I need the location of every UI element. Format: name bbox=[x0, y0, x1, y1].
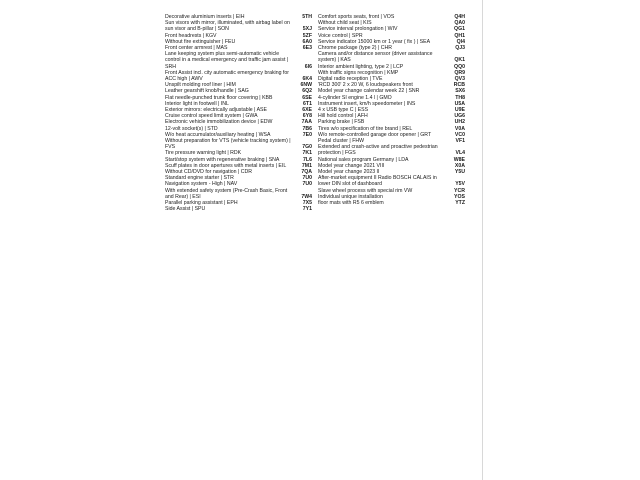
option-description: Interior light in footwell | INL bbox=[165, 100, 229, 107]
option-code: W8E bbox=[453, 156, 465, 163]
option-code: 7M1 bbox=[301, 162, 312, 169]
option-row bbox=[318, 51, 465, 63]
option-description: Start/stop system with regenerative braking | SNA bbox=[165, 156, 280, 163]
option-code: 7X5 bbox=[302, 200, 312, 207]
option-description: Cruise control speed limit system | GWA bbox=[165, 113, 258, 120]
option-description: Unspilt molding roof liner | HIM bbox=[165, 82, 236, 89]
option-code: TH8 bbox=[455, 94, 465, 101]
option-row bbox=[165, 206, 312, 212]
option-description: Parking brake | FSB bbox=[318, 119, 365, 126]
option-description: Decorative aluminium inserts | EIH bbox=[165, 14, 245, 20]
option-description: Extended and crash-active and proactive pedestrian protection | FGS bbox=[318, 144, 438, 157]
option-code: 7U0 bbox=[302, 181, 312, 188]
option-description: Sun visors with mirror, illuminated, with airbag label on sun visor and B-pillar | SON bbox=[165, 20, 290, 33]
option-code: Y5U bbox=[454, 169, 465, 176]
option-description: Leather gearshift knob/handle | SAG bbox=[165, 88, 249, 95]
option-description: 'RCD 300' 2 x 20 W, 6 loudspeakers front bbox=[318, 82, 413, 89]
option-description: Comfort sports seats, front | VOS bbox=[318, 14, 395, 20]
option-code: QA0 bbox=[454, 20, 465, 27]
option-code: 5ZF bbox=[302, 32, 312, 39]
option-description: Model year change 2021 VIII bbox=[318, 162, 385, 169]
option-description: Chrome package (type 2) | CHR bbox=[318, 45, 393, 52]
option-code: YTZ bbox=[455, 200, 465, 207]
option-description: With extended safety system (Pre-Crash Basic, Front and Rear) | ESI bbox=[165, 187, 288, 200]
option-description: Exterior mirrors: electrically adjustable | ASE bbox=[165, 107, 267, 114]
option-code: 7L6 bbox=[303, 156, 312, 163]
option-description: Service interval prolongation | WIV bbox=[318, 26, 398, 33]
option-description: Navigation system - High | NAV bbox=[165, 181, 238, 188]
option-description: Voice control | SPR bbox=[318, 32, 363, 39]
option-code: QI4 bbox=[456, 38, 465, 45]
option-code: 7Y1 bbox=[302, 206, 312, 213]
option-description: W/o remote-controlled garage door opener | GRT bbox=[318, 131, 432, 138]
option-code: 5XJ bbox=[302, 26, 312, 33]
option-description: Without fire extinguisher | FEU bbox=[165, 38, 236, 45]
option-row bbox=[165, 70, 312, 82]
option-code: 6E3 bbox=[302, 45, 312, 52]
option-row bbox=[318, 175, 465, 187]
option-code: 7G0 bbox=[302, 144, 312, 151]
option-code: 6A0 bbox=[302, 38, 312, 45]
option-description: Individual unique installation bbox=[318, 193, 383, 200]
option-code: Y5V bbox=[455, 181, 465, 188]
option-code: QQ0 bbox=[454, 63, 465, 70]
option-description: Model year change calendar week 22 | SNR bbox=[318, 88, 420, 95]
option-code: 7B6 bbox=[302, 125, 312, 132]
option-code: 7E0 bbox=[302, 131, 312, 138]
option-description: Digital radio reception | TVE bbox=[318, 76, 383, 83]
option-code: 6I6 bbox=[304, 63, 312, 70]
option-description: Lane keeping system plus semi-automatic vehicle control in a medical emergency and traffic jam assist | SRH bbox=[165, 51, 289, 70]
option-description: National sales program Germany | LDA bbox=[318, 156, 409, 163]
option-description: Standard engine starter | STR bbox=[165, 175, 234, 182]
option-code: 7AA bbox=[301, 119, 312, 126]
options-column-left bbox=[165, 14, 312, 213]
option-code: VF1 bbox=[455, 138, 465, 145]
option-description: Front center armrest | MAS bbox=[165, 45, 228, 52]
option-code: 7W4 bbox=[301, 193, 312, 200]
option-code: 6Y8 bbox=[302, 113, 312, 120]
option-code: 6Q2 bbox=[302, 88, 312, 95]
option-code: QH1 bbox=[454, 32, 465, 39]
option-code: V0A bbox=[454, 125, 465, 132]
option-description: Scuff plates in door apertures with metal inserts | EIL bbox=[165, 162, 287, 169]
option-code: SX6 bbox=[455, 88, 465, 95]
option-description: Camera and/or distance sensor (driver assistance system) | KAS bbox=[318, 51, 433, 64]
option-code: QK1 bbox=[454, 57, 465, 64]
option-description: Without preparation for VTS (vehicle tracking system) | FVS bbox=[165, 138, 291, 151]
option-description: Without child seat | KIS bbox=[318, 20, 372, 27]
option-description: Front Assist incl. city automatic emergency braking for ACC high | AWV bbox=[165, 69, 289, 83]
option-row bbox=[318, 200, 465, 206]
option-description: Electronic vehicle immobilization device | EDW bbox=[165, 119, 273, 126]
option-code: UG6 bbox=[454, 113, 465, 120]
option-row bbox=[318, 144, 465, 156]
option-description: 4-cylinder SI engine 1.4 l | GMO bbox=[318, 94, 392, 101]
option-description: floor mats with R5 6 emblem bbox=[318, 200, 384, 207]
option-code: YCR bbox=[454, 187, 465, 194]
option-description: Side Assist | SPU bbox=[165, 206, 206, 213]
option-code: U5A bbox=[454, 100, 465, 107]
option-code: QJ3 bbox=[455, 45, 465, 52]
options-column-right bbox=[318, 14, 465, 206]
option-code: QR9 bbox=[454, 69, 465, 76]
option-description: After-market equipment II Radio BOSCH CALAIS in lower DIN slot of dashboard bbox=[318, 175, 437, 188]
option-code: 6XE bbox=[302, 107, 312, 114]
option-code: 5TH bbox=[302, 14, 312, 20]
option-description: W/o heat accumulator/auxiliary heating | WSA bbox=[165, 131, 271, 138]
option-description: Service indicator 15000 km or 1 year ( fix ) | SEA bbox=[318, 38, 431, 45]
option-description: Model year change 2023 II bbox=[318, 169, 380, 176]
option-description: 12-volt socket(s) | STD bbox=[165, 125, 218, 132]
option-description: 4 x USB type C | ESS bbox=[318, 107, 369, 114]
option-code: 6SE bbox=[302, 94, 312, 101]
option-code: X0A bbox=[454, 162, 465, 169]
option-code: YOS bbox=[454, 193, 465, 200]
option-code: 6K4 bbox=[302, 76, 312, 83]
option-code: 7QA bbox=[301, 169, 312, 176]
option-code: QG1 bbox=[454, 26, 465, 33]
option-description: Flat needle-punched trunk floor covering | KBB bbox=[165, 94, 273, 101]
option-row bbox=[165, 51, 312, 70]
option-description: Tires w/o specification of tire brand | REL bbox=[318, 125, 413, 132]
option-description: Instrument insert, km/h speedometer | INS bbox=[318, 100, 416, 107]
option-row bbox=[165, 20, 312, 32]
page-edge-divider bbox=[482, 0, 483, 480]
option-description: Front headrests | KGV bbox=[165, 32, 217, 39]
option-code: QV3 bbox=[454, 76, 465, 83]
option-description: Hill hold control | AFH bbox=[318, 113, 368, 120]
option-row bbox=[165, 138, 312, 150]
option-code: VL4 bbox=[455, 150, 465, 157]
option-description: Interior ambient lighting, type 2 | LCP bbox=[318, 63, 404, 70]
option-code: 6NW bbox=[300, 82, 312, 89]
option-code: RCB bbox=[453, 82, 465, 89]
option-description: Parallel parking assistant | EPH bbox=[165, 200, 238, 207]
option-code: 7U0 bbox=[302, 175, 312, 182]
option-code: UH2 bbox=[454, 119, 465, 126]
option-description: Slave wheel process with special rim VW bbox=[318, 187, 413, 194]
option-code: 6T1 bbox=[303, 100, 312, 107]
option-code: VC0 bbox=[454, 131, 465, 138]
option-description: Without CD/DVD for navigation | CDR bbox=[165, 169, 252, 176]
option-description: Tire pressure warning light | RDK bbox=[165, 150, 242, 157]
option-code: 7K1 bbox=[302, 150, 312, 157]
option-row bbox=[165, 188, 312, 200]
option-description: Pedal cluster | FHW bbox=[318, 138, 365, 145]
option-description: With traffic signs recognition | KMP bbox=[318, 69, 399, 76]
option-code: Q4H bbox=[454, 14, 465, 20]
option-code: U9E bbox=[454, 107, 465, 114]
